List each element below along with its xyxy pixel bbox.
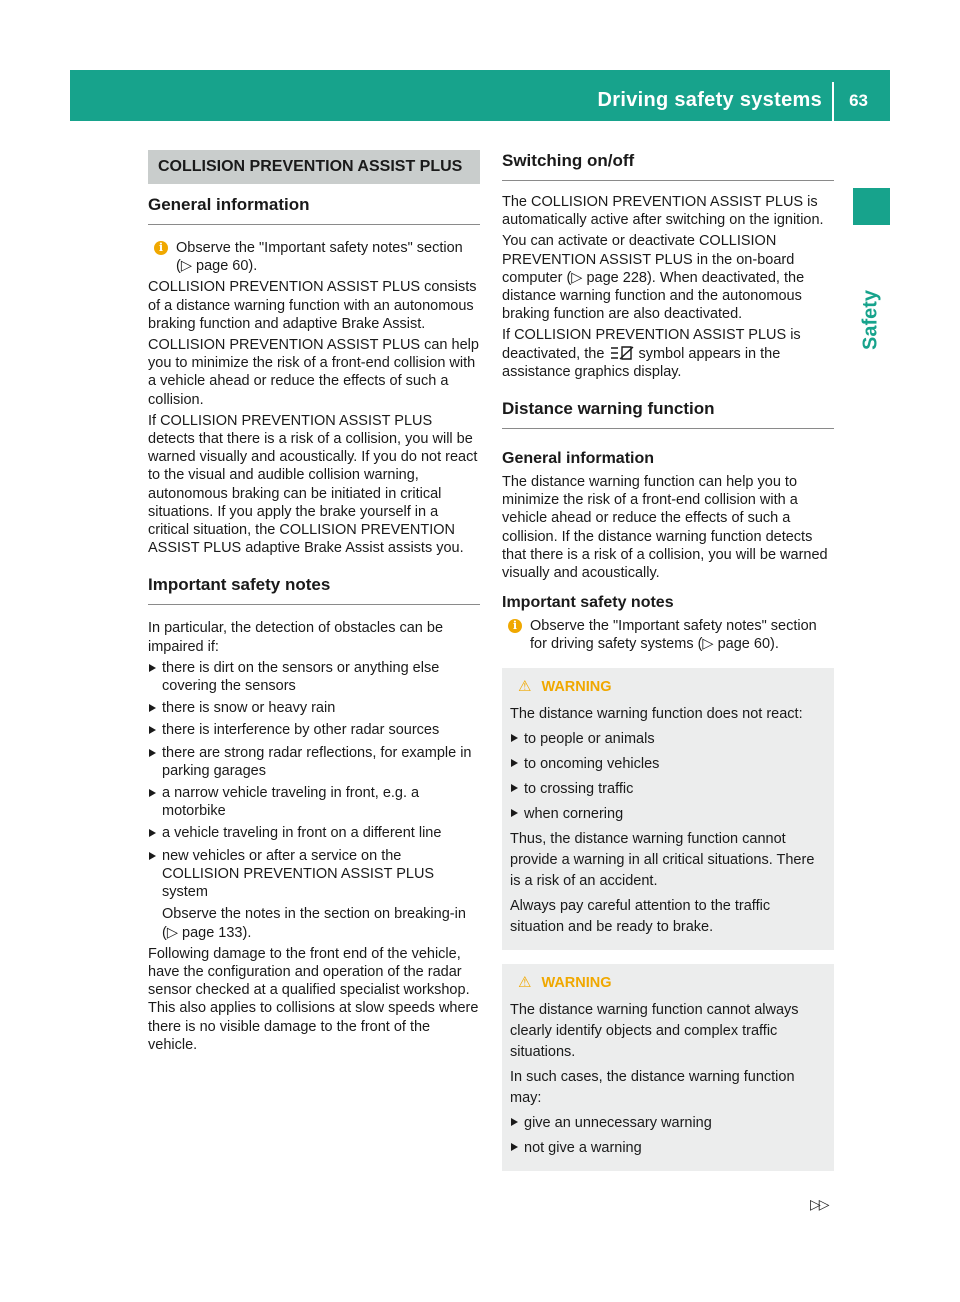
- general-info-subheading: General information: [502, 450, 655, 468]
- side-label: Safety: [859, 289, 882, 351]
- page-number: 63: [849, 91, 868, 110]
- list-item: when cornering: [510, 804, 826, 825]
- bullet-note: Observe the notes in the section on breaking-in (▷ page 133).: [162, 906, 466, 941]
- important-safety-subheading: Important safety notes: [502, 594, 674, 612]
- info-note: [148, 239, 480, 275]
- info-note-text: Observe the "Important safety notes" section for driving safety systems (▷ page 60).: [530, 618, 817, 653]
- warning-label: WARNING: [541, 974, 612, 991]
- list-item: there is snow or heavy rain: [148, 699, 480, 717]
- info-icon: i: [508, 619, 522, 633]
- warning-bullets: [510, 729, 826, 825]
- list-item: to oncoming vehicles: [510, 754, 826, 775]
- warning-box: [502, 668, 834, 950]
- list-item: there is interference by other radar sources: [148, 721, 480, 739]
- info-icon: i: [154, 241, 168, 255]
- paragraph-part: symbol appears in the assistance graphics display.: [502, 345, 781, 380]
- section-title: COLLISION PREVENTION ASSIST PLUS: [148, 150, 480, 184]
- header-title: Driving safety systems: [597, 89, 822, 111]
- list-item: new vehicles or after a service on the COLLISION PREVENTION ASSIST PLUS system: [148, 847, 480, 902]
- warning-text: In such cases, the distance warning function may:: [510, 1068, 795, 1106]
- warning-title: [518, 974, 826, 992]
- paragraph: You can activate or deactivate COLLISION PREVENTION ASSIST PLUS in the on-board computer (▷ page 228). When deactivated, the distance warning function and the autonomous braking function are also deactivated.: [502, 233, 805, 323]
- paragraph: If COLLISION PREVENTION ASSIST PLUS detects that there is a risk of a collision, you will be warned visually and acoustically. If you do not react to the visual and audible collision warning, autonomous braking can be initiated in critical situations. If you apply the brake yourself in a critical situation, the COLLISION PREVENTION ASSIST PLUS adaptive Brake Assist assists you.: [148, 412, 478, 557]
- paragraph: In particular, the detection of obstacles can be impaired if:: [148, 620, 444, 655]
- list-item: give an unnecessary warning: [510, 1113, 826, 1134]
- general-info-heading: General information: [148, 194, 480, 225]
- list-item: a vehicle traveling in front on a different line: [148, 824, 480, 842]
- paragraph: COLLISION PREVENTION ASSIST PLUS can help you to minimize the risk of a front-end collision with a vehicle ahead or reduce the effects of such a collision.: [148, 337, 479, 408]
- continue-marker: ▷▷: [810, 1196, 828, 1212]
- important-safety-heading: Important safety notes: [148, 574, 480, 605]
- paragraph: The COLLISION PREVENTION ASSIST PLUS is automatically active after switching on the ignition.: [502, 194, 824, 229]
- warning-label: WARNING: [541, 678, 612, 695]
- warning-triangle-icon: ⚠: [518, 973, 532, 991]
- collision-prevention-off-icon: [608, 345, 634, 361]
- warning-text: The distance warning function does not react:: [510, 705, 803, 722]
- distance-warning-heading: Distance warning function: [502, 398, 834, 429]
- bullet-list: [148, 659, 480, 901]
- warning-text: The distance warning function cannot always clearly identify objects and complex traffic situations.: [510, 1001, 799, 1060]
- list-item: there are strong radar reflections, for example in parking garages: [148, 744, 480, 780]
- warning-bullets: [510, 1113, 826, 1159]
- header-bar: [70, 70, 890, 121]
- list-item: to crossing traffic: [510, 779, 826, 800]
- paragraph: COLLISION PREVENTION ASSIST PLUS consists of a distance warning function with an autonomous braking function and adaptive Brake Assist.: [148, 279, 477, 332]
- paragraph-part: If COLLISION PREVENTION ASSIST PLUS is deactivated, the: [502, 327, 801, 362]
- warning-box: [502, 964, 834, 1171]
- right-column: [502, 150, 834, 1171]
- list-item: a narrow vehicle traveling in front, e.g. a motorbike: [148, 784, 480, 820]
- info-note: [502, 617, 834, 653]
- switching-heading: Switching on/off: [502, 150, 834, 181]
- paragraph: Following damage to the front end of the vehicle, have the configuration and operation of the radar sensor checked at a qualified specialist workshop. This also applies to collisions at slow speeds where there is no visible damage to the front of the vehicle.: [148, 945, 479, 1053]
- info-note-text: Observe the "Important safety notes" section (▷ page 60).: [176, 240, 463, 275]
- list-item: there is dirt on the sensors or anything else covering the sensors: [148, 659, 480, 695]
- paragraph: The distance warning function can help you to minimize the risk of a front-end collision with a vehicle ahead or reduce the effects of such a collision. If the distance warning function detects that there is a risk of a collision, you will be warned visually and acoustically.: [502, 474, 828, 582]
- header-divider: [832, 82, 834, 121]
- paragraph: [502, 326, 834, 381]
- warning-title: [518, 678, 826, 696]
- warning-text: Always pay careful attention to the traffic situation and be ready to brake.: [510, 897, 771, 935]
- warning-triangle-icon: ⚠: [518, 677, 532, 695]
- left-column: [148, 150, 480, 1057]
- warning-text: Thus, the distance warning function cannot provide a warning in all critical situations. There is a risk of an accident.: [510, 830, 815, 889]
- list-item: to people or animals: [510, 729, 826, 750]
- list-item: not give a warning: [510, 1138, 826, 1159]
- side-tab: [853, 188, 890, 225]
